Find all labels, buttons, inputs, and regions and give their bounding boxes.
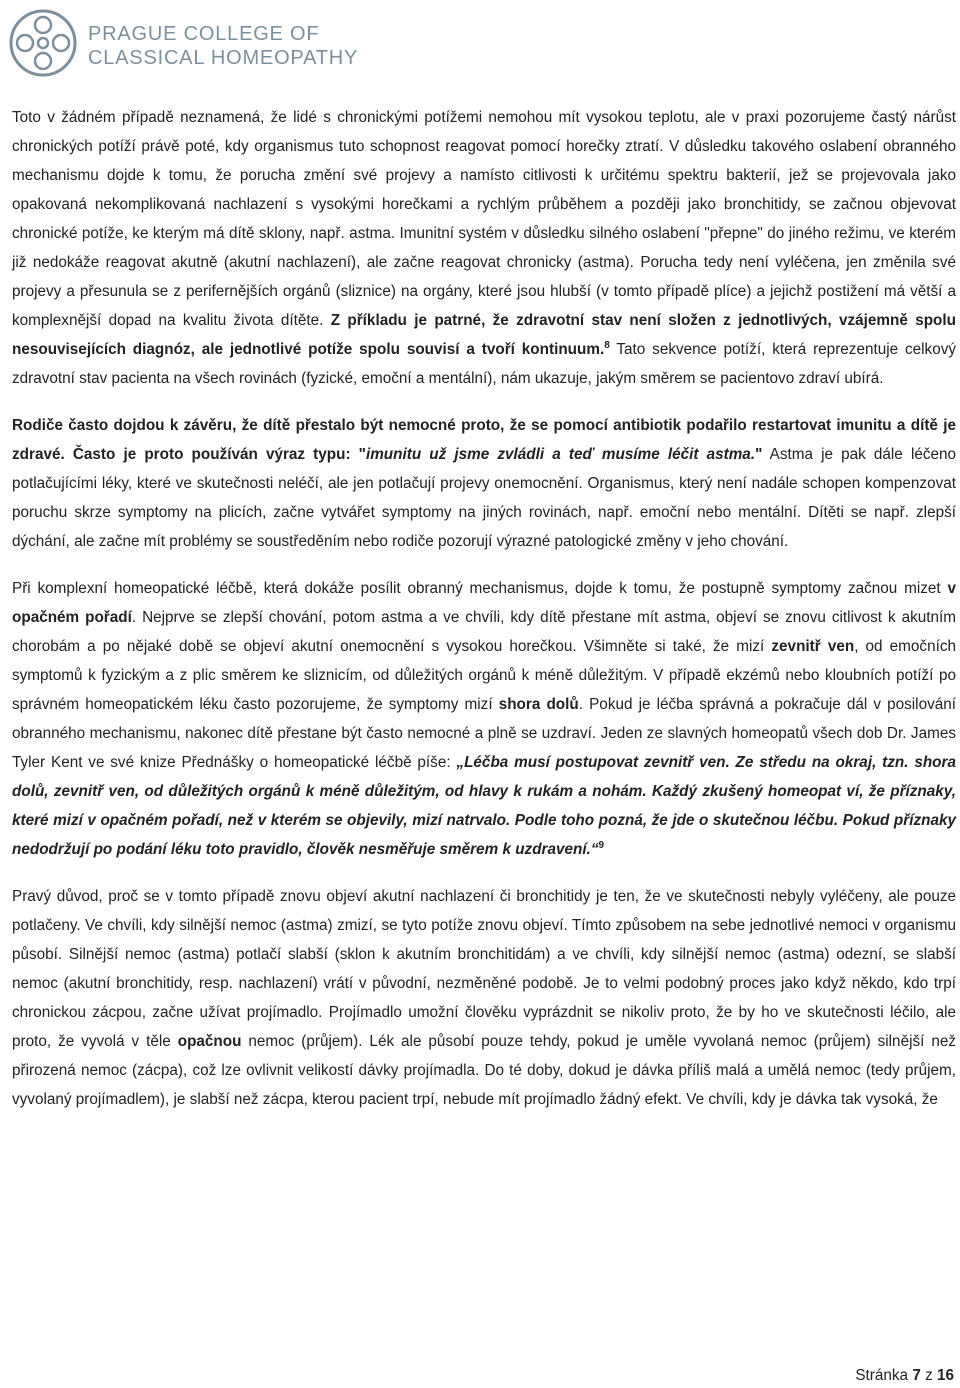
text: Astma je pak dále léčeno potlačujícími léky, které ve skutečnosti neléčí, ale jen potlačují projevy onemocnění. Organismus, který není nadále schopen kompenzovat poruchu skrze symptomy na plicích, začne vytvářet symptomy na jiných rovinách, např. emoční nebo mentální. Dítěti se např. zlepší dýchání, ale začne mít problémy se soustředěním nebo rodiče pozorují výrazné patologické změny v jeho chování. bbox=[12, 446, 957, 550]
document-body bbox=[12, 103, 956, 1132]
college-name bbox=[88, 22, 408, 70]
bold-italic-text: imunitu už jsme zvládli a teď musíme léčit astma. bbox=[365, 446, 756, 463]
text: . Pokud je léčba správná a pokračuje dál v posilování obranného mechanismu, nakonec dítě přestane být často nemocné a plně se uzdraví. Jeden ze slavných homeopatů všech dob Dr. James Tyler Kent ve své knize Přednášky o homeopatické léčbě píše: bbox=[12, 696, 957, 771]
college-name-line2: CLASSICAL HOMEOPATHY bbox=[88, 47, 359, 69]
bold-text: shora dolů bbox=[498, 696, 579, 713]
page-number bbox=[855, 1366, 954, 1386]
text: Toto v žádném případě neznamená, že lidé s chronickými potížemi nemohou mít vysokou teplotu, ale v praxi pozorujeme častý nárůst chronických potíží právě poté, kdy organismus tuto schopnost reagovat pomocí horečky ztratí. V důsledku takového oslabení obranného mechanismu dojde k tomu, že porucha změní své projevy a namísto citlivosti k určitému spektru bakterií, jež se projevovala jako opakovaná nekomplikovaná nachlazení s vysokými horečkami a rychlým průběhem a později jako bronchitidy, se začnou objevovat chronické potíže, ke kterým má dítě sklony, např. astma. Imunitní systém v důsledku silného oslabení "přepne" do jiného režimu, ve kterém již nedokáže reagovat akutně (akutní nachlazení), ale začne reagovat chronicky (astma). Porucha tedy není vyléčena, jen změnila své projevy a přesunula se z perifernějších orgánů (sliznice) na orgány, které jsou hlubší (v tomto případě plíce) a jejichž postižení má větší a komplexnější dopad na kvalitu života dítěte. bbox=[12, 109, 956, 329]
paragraph-3 bbox=[12, 574, 956, 864]
text: , od emočních symptomů k fyzickým a z plic směrem ke sliznicím, od důležitých orgánů k méně důležitým. V případě ekzémů nebo kloubních potíží po správném homeopatickém léku často pozorujeme, že symptomy mizí bbox=[12, 638, 956, 713]
bold-text: v opačném pořadí bbox=[12, 580, 956, 626]
page-total: 16 bbox=[936, 1367, 954, 1384]
paragraph-1 bbox=[12, 103, 956, 393]
page-current: 7 bbox=[912, 1367, 921, 1384]
text: nemoc (průjem). Lék ale působí pouze tehdy, pokud je uměle vyvolaná nemoc (průjem) silnější než přirozená nemoc (zácpa), což lze ovlivnit velikostí dávky projímadla. Do té doby, dokud je dávka příliš malá a umělá nemoc (tedy průjem, vyvolaný projímadlem), je slabší než zácpa, kterou pacient trpí, nebude mít projímadlo žádný efekt. Ve chvíli, kdy je dávka tak vysoká, že bbox=[12, 1033, 956, 1108]
bold-text: zevnitř ven bbox=[771, 638, 855, 655]
text: Pravý důvod, proč se v tomto případě znovu objeví akutní nachlazení či bronchitidy je ten, že ve skutečnosti nebyly vyléčeny, ale pouze potlačeny. Ve chvíli, kdy silnější nemoc (astma) zmizí, se tyto potíže znovu objeví. Tímto způsobem na sebe jednotlivé nemoci v organismu působí. Silnější nemoc (astma) potlačí slabší (sklon k akutním bronchitidám) a ve chvíli, kdy silnější nemoc (astma) odezní, se slabší nemoc (akutní bronchitidy, resp. nachlazení) vrátí v původní, nezměněné podobě. Je to velmi podobný proces jako když někdo, kdo trpí chronickou zácpou, začne užívat projímadlo. Projímadlo umožní člověku vyprázdnit se nikoliv proto, že by ho ve skutečnosti léčilo, ale proto, že vyvolá v těle bbox=[12, 888, 956, 1050]
college-name-line1: PRAGUE COLLEGE OF bbox=[88, 23, 320, 45]
bold-text: Z příkladu je patrné, že zdravotní stav není složen z jednotlivých, vzájemně spolu nesouvisejících diagnóz, ale jednotlivé potíže spolu souvisí a tvoří kontinuum. bbox=[12, 312, 956, 358]
text: Při komplexní homeopatické léčbě, která dokáže posílit obranný mechanismus, dojde k tomu, že postupně symptomy začnou mizet bbox=[12, 580, 948, 597]
paragraph-2 bbox=[12, 411, 956, 556]
college-logo-icon bbox=[8, 8, 78, 78]
text: . Nejprve se zlepší chování, potom astma a ve chvíli, kdy dítě přestane mít astma, objeví se znovu citlivost k akutním chorobám a po nějaké době se objeví akutní onemocnění s vysokou horečkou. Všimněte si také, že mizí bbox=[12, 609, 956, 655]
page-word: Stránka bbox=[855, 1367, 913, 1384]
footnote-ref: 9 bbox=[598, 840, 605, 851]
bold-text: Rodiče často dojdou k závěru, že dítě přestalo být nemocné proto, že se pomocí antibiotik podařilo restartovat imunitu a dítě je zdravé. Často je proto používán výraz typu: " bbox=[12, 417, 956, 463]
text: Tato sekvence potíží, která reprezentuje celkový zdravotní stav pacienta na všech rovinách (fyzické, emoční a mentální), nám ukazuje, jakým směrem se pacientovo zdraví ubírá. bbox=[12, 341, 956, 387]
page-of: z bbox=[920, 1367, 937, 1384]
footnote-ref: 8 bbox=[604, 340, 610, 351]
kent-quote: „Léčba musí postupovat zevnitř ven. Ze středu na okraj, tzn. shora dolů, zevnitř ven, od důležitých orgánů k méně důležitým, od hlavy k rukám a nohám. Každý zkušený homeopat ví, že příznaky, které mizí v opačném pořadí, než v kterém se objevily, mizí natrvalo. Podle toho pozná, že jde o skutečnou léčbu. Pokud příznaky nedodržují po podání léku toto pravidlo, člověk nesměřuje směrem k uzdravení.“ bbox=[12, 754, 956, 858]
bold-text: opačnou bbox=[177, 1033, 242, 1050]
bold-text: " bbox=[755, 446, 763, 463]
paragraph-4 bbox=[12, 882, 956, 1114]
